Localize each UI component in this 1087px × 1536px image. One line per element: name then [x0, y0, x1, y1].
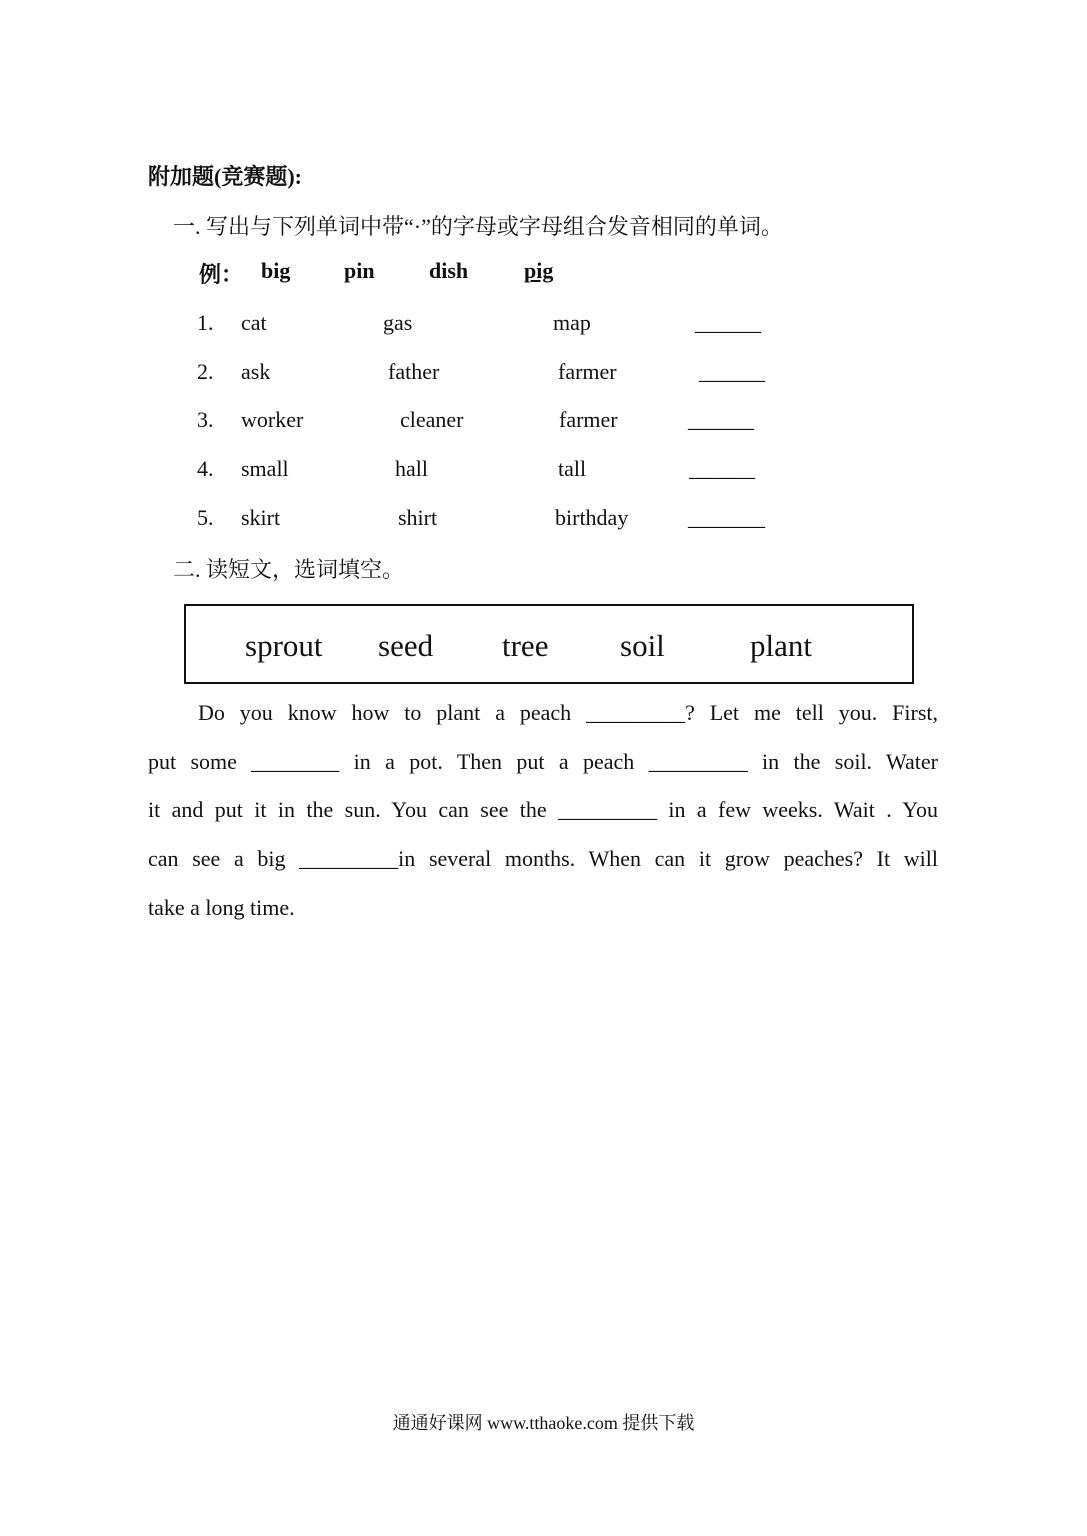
example-word: big [261, 258, 291, 283]
row-word: small [241, 456, 289, 481]
word-bank-box [184, 604, 914, 684]
answer-blank[interactable]: ______ [699, 359, 765, 384]
row-word: gas [383, 310, 413, 335]
passage-line: take a long time. [148, 895, 295, 920]
answer-blank[interactable]: _______ [688, 505, 765, 530]
row-word: ask [241, 359, 271, 384]
example-answer: pig [524, 258, 554, 283]
page-title: 附加题(竞赛题): [148, 164, 302, 189]
row-word: tall [558, 456, 587, 481]
row-word: farmer [558, 359, 617, 384]
row-word: worker [241, 407, 304, 432]
section1-heading: 一. 写出与下列单词中带“·”的字母或字母组合发音相同的单词。 [173, 214, 783, 239]
footer-credit: 通通好课网 www.tthaoke.com 提供下载 [392, 1413, 695, 1433]
row-word: hall [395, 456, 428, 481]
row-word: cleaner [400, 407, 464, 432]
row-word: cat [241, 310, 267, 335]
word-bank-item: plant [750, 628, 812, 663]
word-bank-item: soil [620, 628, 665, 663]
row-word: shirt [398, 505, 438, 530]
answer-blank[interactable]: ______ [689, 456, 755, 481]
row-number: 5. [197, 505, 214, 530]
example-word: dish [429, 258, 469, 283]
passage-line: can see a big _________in several months. When can it grow peaches? It will [148, 846, 938, 871]
passage-line: it and put it in the sun. You can see the _________ in a few weeks. Wait . You [148, 797, 938, 822]
example-word: pin [344, 258, 375, 283]
passage-line: put some ________ in a pot. Then put a peach _________ in the soil. Water [148, 749, 938, 774]
row-word: birthday [555, 505, 629, 530]
row-number: 4. [197, 456, 214, 481]
word-bank-item: sprout [245, 628, 323, 663]
example-label: 例： [199, 262, 244, 287]
passage [148, 700, 938, 930]
row-word: farmer [559, 407, 618, 432]
answer-blank[interactable]: ______ [695, 310, 761, 335]
row-number: 2. [197, 359, 214, 384]
passage-line: Do you know how to plant a peach _________? Let me tell you. First, [198, 700, 938, 725]
word-bank-item: seed [378, 628, 434, 663]
row-word: father [388, 359, 440, 384]
row-word: skirt [241, 505, 281, 530]
section2-heading: 二. 读短文，选词填空。 [173, 557, 405, 582]
answer-blank[interactable]: ______ [688, 407, 754, 432]
word-bank-item: tree [502, 628, 549, 663]
row-number: 3. [197, 407, 214, 432]
row-word: map [553, 310, 591, 335]
row-number: 1. [197, 310, 214, 335]
